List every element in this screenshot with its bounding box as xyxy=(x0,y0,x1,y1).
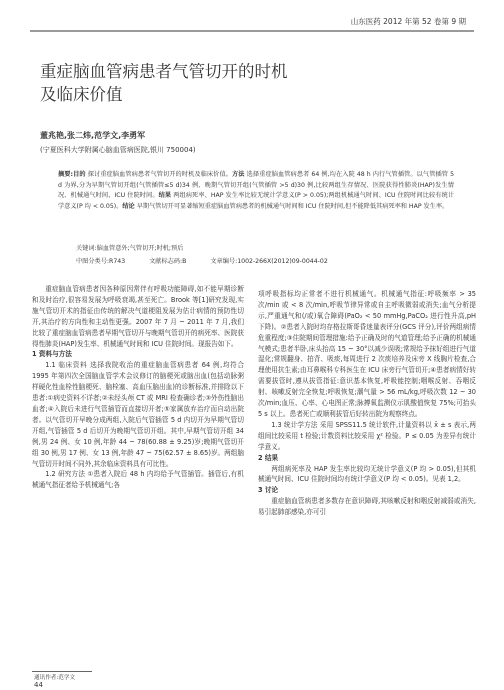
abstract-label-method: 方法 xyxy=(232,171,245,178)
section-heading: 2 结果 xyxy=(258,453,279,462)
article-title xyxy=(40,60,460,106)
document-code: 文献标志码:B xyxy=(149,258,187,265)
paragraph: 1.1 临床资料 选择我院收治的重症脑血管病患者 64 例,均符合 1995 年第四次全国脑血管学术会议修订的脑梗死或脑出血(包括动脉粥样硬化性血栓性脑梗死、脑栓塞、高血压脑出血)的诊断标准,并排除以下患者:①病史资料不详者;②未经头颅 CT 或 MRI 检查确诊者;③外伤性脑出血者;④入院后未进行气管插管而直接切开者;⑤家属放弃治疗而自动出院者。以气管切开早晚分成两组,入院后气管插管 5 d 内切开为早期气管切开组,气管插管 5 d 后切开为晚期气管切开组。其中,早期气管切开组 34 例,男 24 例、女 10 例,年龄 44 ~ 78(60.88 ± 9.25)岁;晚期气管切开组 30 例,男 17 例、女 13 例,年龄 47 ~ 75(62.57 ± 8.65)岁。两组脑气管切开时间不同外,其余临床资料具有可比性。 xyxy=(32,361,244,468)
body-column-left xyxy=(32,284,244,491)
article-number: 文章编号:1002-266X(2012)09-0044-02 xyxy=(210,258,328,265)
running-head: 山东医药 2012 年第 52 卷第 9 期 xyxy=(350,17,466,26)
footnote: 通讯作者:范学文 xyxy=(34,675,76,681)
footnote-rule xyxy=(32,671,92,672)
authors: 董兆艳,张二炜,范学文,李勇军 xyxy=(40,131,146,140)
paragraph: 项呼吸指标均正常者不进行机械通气。机械通气指征:呼吸频率 > 35 次/min 或 < 8 次/min,呼吸节律异常或自主呼吸微弱或消失;血气分析提示,严重通气和(/或)氧合障碍(PaO₂ < 50 mmHg,PaCO₂ 进行性升高,pH 下降)。②患者入院时均存格拉斯哥昏迷量表评分(GCS 评分),评价两组病情危重程度;③住院期间管理措施:给予正确及时的气道管理;给予正确的机械通气模式;患者半卧,床头抬高 15 ~ 30°以减少误吸;常规给予抹好组进行气道湿化;常规翻身、拍背、吸痰,每周进行 2 次痰培养及床旁 X 线胸片检查,合理使用抗生素;由耳鼻喉科专科医生在 ICU 床旁行气管切开;④患者病情好转需要拔管时,遵从拔管指征:意识基本恢复,呼吸能控制;咽喉反射、吞咽反射、咳嗽反射完全恢复;呼吸恢复;潮气量 > 56 mL/kg,呼吸次数 12 ~ 30 次/min;血压、心率、心电图正常;脉搏氧监测仪示肌酸值恢复 75%;可抬头 5 s 以上。患者死亡或顺利拔管后好转出院为观察终点。 xyxy=(258,290,476,418)
paragraph: 重症脑血管病患者因各种原因常伴有呼吸功能障碍,如不能早期诊断和及时治疗,很容易发展为呼吸衰竭,甚至死亡。Brook 等[1]研究发现,实施气管切开术的指征由传统的解决气道梗阻发展为估计病情的预防性切开,其治疗的方向性和主动性更强。2007 年 7 月 ~ 2011 年 7 月,我们比较了重症脑血管病患者早期气管切开与晚期气管切开的病死率、医院获得性肺炎(HAP)发生率、机械通气时间和 ICU 住院时间。现报告如下。 xyxy=(32,285,244,348)
title-line-1: 重症脑血管病患者气管切开的时机 xyxy=(40,62,288,81)
abstract-result: 两组病死率、HAP 发生率比较无统计学意义(P > 0.05);两组机械通气时间、ICU 住院时间比较有统计学意义(P 均 < 0.05)。 xyxy=(58,192,455,210)
paragraph: 1.3 统计学方法 采用 SPSS11.5 统计软件,计量资料以 x̄ ± s 表示,两组间比较采用 t 检验;计数资料比较采用 χ² 检验。P ≤ 0.05 为差异有统计学意义。 xyxy=(258,420,476,451)
abstract-method: 选择重症脑血管病患者 64 例,均在入院 48 h 内行气管插管。以气管插管 5 d 为界,分为早期气管切开组(气管插管≤5 d)34 例、晚期气管切开组(气管插管 >5 d)30 例,比较两组生存情况、医院获得性肺炎(HAP)发生情况、机械通气时间、ICU 住院时间。 xyxy=(58,171,455,200)
title-line-2: 及临床价值 xyxy=(40,85,123,104)
paragraph: 重症脑血管病患者多数存在意识障碍,其咳嗽反射和咽反射减弱或消失,易引起肺部感染,亦可引 xyxy=(258,497,476,517)
page-number: 44 xyxy=(34,681,43,689)
abstract-label-result: 结果 xyxy=(158,192,172,200)
abstract xyxy=(58,170,454,212)
keywords: 关键词:脑血管意外;气管切开;时机;预后 xyxy=(76,245,184,252)
section-heading: 1 资料与方法 xyxy=(32,350,72,359)
abstract-conclusion: 早期气管切开可显著缩短重症脑血管病患者的机械通气时间和 ICU 住院时间,但不能降低其病死率和 HAP 发生率。 xyxy=(134,202,449,210)
body-column-right xyxy=(258,289,476,518)
classification-line xyxy=(76,256,350,265)
abstract-objective: 探讨重症脑血管病患者气管切开的时机及临床价值。 xyxy=(85,171,233,178)
paragraph: 1.2 研究方法 ①患者入院后 48 h 内均给予气管插管。插管后,有机械通气指征者给予机械通气;各 xyxy=(32,470,244,490)
section-heading: 3 讨论 xyxy=(258,486,279,495)
header-rule xyxy=(30,30,474,32)
affiliation: (宁夏医科大学附属心脑血管病医院,银川 750004) xyxy=(40,146,196,154)
abstract-label-summary: 摘要:目的 xyxy=(58,171,86,178)
paragraph: 两组病死率及 HAP 发生率比较均无统计学意义(P 均 > 0.05),但其机械通气时间、ICU 住院时间均有统计学意义(P 均 < 0.05)。见表 1,2。 xyxy=(258,464,476,484)
abstract-label-conclusion: 结论 xyxy=(122,202,135,210)
clc-number: 中图分类号:R743 xyxy=(76,258,126,265)
